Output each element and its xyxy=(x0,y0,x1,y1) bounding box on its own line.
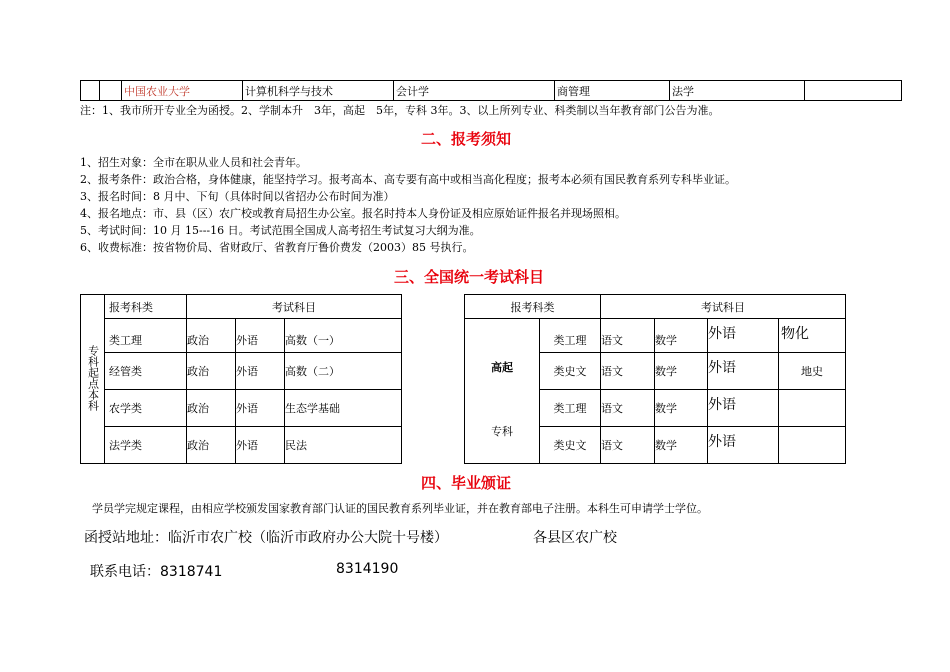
right-row-subject: 语文 xyxy=(601,319,655,353)
right-group-label-cell xyxy=(465,319,540,464)
right-row-subject: 数学 xyxy=(655,319,708,353)
left-row-subject: 高数（二） xyxy=(285,353,402,390)
left-row-category: 法学类 xyxy=(105,427,187,464)
right-row-subject: 语文 xyxy=(601,390,655,427)
top-cell-major-business: 商管理 xyxy=(555,81,670,101)
left-row-subject: 外语 xyxy=(236,353,285,390)
top-cell-major-cs: 计算机科学与技术 xyxy=(243,81,394,101)
right-row-category: 类工理 xyxy=(540,319,601,353)
left-vertical-label-cell xyxy=(81,295,105,464)
phone-extra: 8314190 xyxy=(336,561,399,577)
section3-title: 三、全国统一考试科目 xyxy=(394,268,545,286)
phone-text: 联系电话：8318741 xyxy=(90,564,223,580)
section2-item: 2、报考条件：政治合格，身体健康，能坚持学习。报考高本、高专要有高中或相当高化程度；报考本必须有国民教育系列专科毕业证。 xyxy=(80,173,736,186)
right-row-subject: 语文 xyxy=(601,353,655,390)
right-row-subject: 物化 xyxy=(779,319,846,353)
left-row-subject: 外语 xyxy=(236,390,285,427)
right-row-subject: 外语 xyxy=(708,390,779,427)
right-row-subject: 地史 xyxy=(779,353,846,390)
left-row-subject: 政治 xyxy=(187,319,236,353)
left-row-subject: 政治 xyxy=(187,390,236,427)
top-cell-major-law: 法学 xyxy=(670,81,805,101)
right-row-subject: 外语 xyxy=(708,427,779,464)
right-exam-table xyxy=(464,294,846,464)
right-row-subject: 外语 xyxy=(708,353,779,390)
left-row-subject: 外语 xyxy=(236,319,285,353)
top-cell-7 xyxy=(805,81,902,101)
left-row-subject: 政治 xyxy=(187,353,236,390)
left-row-subject: 外语 xyxy=(236,427,285,464)
section2-list xyxy=(80,156,736,258)
right-header-subjects: 考试科目 xyxy=(601,295,846,319)
section2-item: 4、报名地点：市、县（区）农广校或教育局招生办公室。报名时持本人身份证及相应原始证件报名并现场照相。 xyxy=(80,207,626,220)
section2-item: 3、报名时间：8 月中、下旬（具体时间以省招办公布时间为准） xyxy=(80,190,395,203)
right-row-subject xyxy=(779,427,846,464)
top-cell-1 xyxy=(100,81,122,101)
section4-text: 学员学完规定课程，由相应学校颁发国家教育部门认证的国民教育系列毕业证，并在教育部电子注册。本科生可申请学士学位。 xyxy=(92,502,708,515)
top-row-table xyxy=(80,80,902,101)
address-text: 函授站地址：临沂市农广校（临沂市政府办公大院十号楼） xyxy=(84,530,448,546)
section2-item: 5、考试时间：10 月 15---16 日。考试范围全国成人高考招生考试复习大纲为准。 xyxy=(80,224,481,237)
right-header-category: 报考科类 xyxy=(465,295,601,319)
right-row-subject: 数学 xyxy=(655,353,708,390)
note-text: 注：1、我市所开专业全为函授。2、学制本升 3年，高起 5年，专科 3年。3、以上所列专业、科类制以当年教育部门公告为准。 xyxy=(80,104,720,117)
right-group-label2: 专科 xyxy=(491,425,513,438)
section2-item: 1、招生对象：全市在职从业人员和社会青年。 xyxy=(80,156,307,169)
left-row-subject: 高数（一） xyxy=(285,319,402,353)
right-row-subject: 语文 xyxy=(601,427,655,464)
section4-title: 四、毕业颁证 xyxy=(421,474,512,492)
right-row-subject: 数学 xyxy=(655,427,708,464)
left-row-subject: 政治 xyxy=(187,427,236,464)
address-extra: 各县区农广校 xyxy=(533,530,617,546)
left-row-category: 经管类 xyxy=(105,353,187,390)
left-header-category: 报考科类 xyxy=(105,295,187,319)
top-cell-major-accounting: 会计学 xyxy=(394,81,555,101)
right-row-subject xyxy=(779,390,846,427)
left-row-subject: 生态学基础 xyxy=(285,390,402,427)
left-row-category: 农学类 xyxy=(105,390,187,427)
right-row-category: 类史文 xyxy=(540,427,601,464)
right-row-subject: 外语 xyxy=(708,319,779,353)
left-row-category: 类工理 xyxy=(105,319,187,353)
left-vertical-label: 专科起点本科 xyxy=(86,344,100,411)
left-row-subject: 民法 xyxy=(285,427,402,464)
right-row-category: 类史文 xyxy=(540,353,601,390)
right-row-subject: 数学 xyxy=(655,390,708,427)
section2-item: 6、收费标准：按省物价局、省财政厅、省教育厅鲁价费发（2003）85 号执行。 xyxy=(80,241,474,254)
top-cell-0 xyxy=(81,81,100,101)
section2-title: 二、报考须知 xyxy=(421,130,512,148)
top-cell-university: 中国农业大学 xyxy=(122,81,243,101)
left-exam-table xyxy=(80,294,402,464)
right-group-label: 高起 xyxy=(491,361,513,374)
right-row-category: 类工理 xyxy=(540,390,601,427)
left-header-subjects: 考试科目 xyxy=(187,295,402,319)
